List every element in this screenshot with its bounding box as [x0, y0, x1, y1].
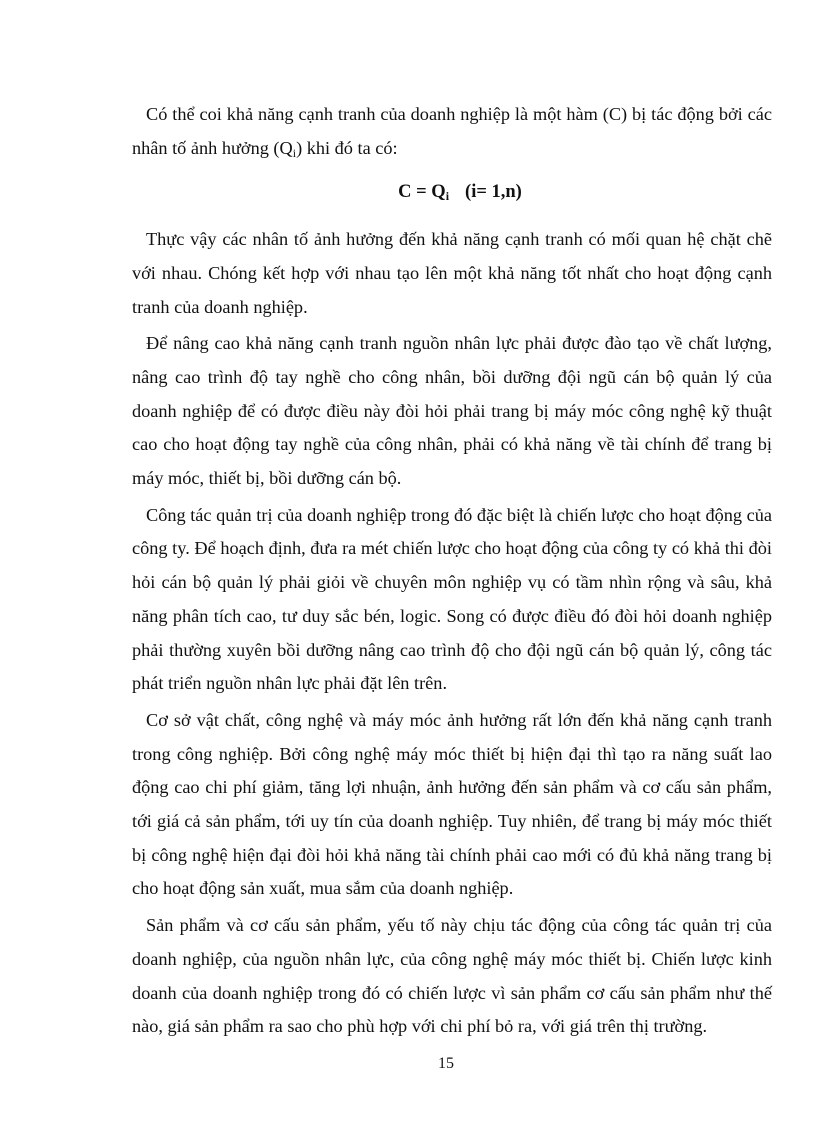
formula-subscript: i: [445, 189, 450, 204]
intro-text-after: ) khi đó ta có:: [296, 137, 398, 158]
body-paragraph-5: Sản phẩm và cơ cấu sản phẩm, yếu tố này chịu tác động của công tác quản trị của doanh nghiệp, của nguồn nhân lực, của công nghệ máy móc thiết bị. Chiến lược kinh doanh của doanh nghiệp trong đó có chiến lược vì sản phẩm cơ cấu sản phẩm như thế nào, giá sản phẩm ra sao cho phù hợp với chi phí bỏ ra, với giá trên thị trường.: [132, 915, 772, 1037]
intro-subscript: i: [292, 145, 297, 160]
formula: [132, 176, 772, 210]
intro-paragraph: [132, 98, 772, 165]
body-paragraph-1: Thực vậy các nhân tố ảnh hưởng đến khả năng cạnh tranh có mối quan hệ chặt chẽ với nhau. Chóng kết hợp với nhau tạo lên một khả năng tốt nhất cho hoạt động cạnh tranh của doanh nghiệp.: [132, 229, 772, 317]
page-body: [132, 98, 772, 1047]
formula-lhs: C = Q: [398, 182, 446, 203]
page-number: 15: [438, 1055, 454, 1072]
body-paragraph-4: Cơ sở vật chất, công nghệ và máy móc ảnh hưởng rất lớn đến khả năng cạnh tranh trong công nghiệp. Bởi công nghệ máy móc thiết bị hiện đại thì tạo ra năng suất lao động cao chi phí giảm, tăng lợi nhuận, ảnh hưởng đến sản phẩm và cơ cấu sản phẩm, tới giá cả sản phẩm, tới uy tín của doanh nghiệp. Tuy nhiên, để trang bị máy móc thiết bị công nghệ hiện đại đòi hỏi khả năng tài chính phải cao mới có đủ khả năng trang bị cho hoạt động sản xuất, mua sắm của doanh nghiệp.: [132, 709, 772, 899]
intro-text-before: Có thể coi khả năng cạnh tranh của doanh nghiệp là một hàm (C) bị tác động bởi các nhân tố ảnh hưởng (Q: [132, 104, 772, 158]
body-paragraph-3: Công tác quản trị của doanh nghiệp trong đó đặc biệt là chiến lược cho hoạt động của công ty. Để hoạch định, đưa ra mét chiến lược cho hoạt động của công ty có khả thi đòi hỏi cán bộ quản lý phải giỏi về chuyên môn nghiệp vụ có tầm nhìn rộng và sâu, khả năng phân tích cao, tư duy sắc bén, logic. Song có được điều đó đòi hỏi doanh nghiệp phải thường xuyên bồi dưỡng nâng cao trình độ cho đội ngũ cán bộ quản lý, công tác phát triển nguồn nhân lực phải đặt lên trên.: [132, 504, 772, 694]
body-paragraph-2: Để nâng cao khả năng cạnh tranh nguồn nhân lực phải được đào tạo về chất lượng, nâng cao trình độ tay nghề cho công nhân, bồi dưỡng đội ngũ cán bộ quản lý của doanh nghiệp để có được điều này đòi hỏi phải trang bị máy móc công nghệ kỹ thuật cao cho hoạt động tay nghề của công nhân, phải có khả năng về tài chính để trang bị máy móc, thiết bị, bồi dưỡng cán bộ.: [132, 333, 772, 489]
formula-condition: (i= 1,n): [465, 182, 522, 203]
